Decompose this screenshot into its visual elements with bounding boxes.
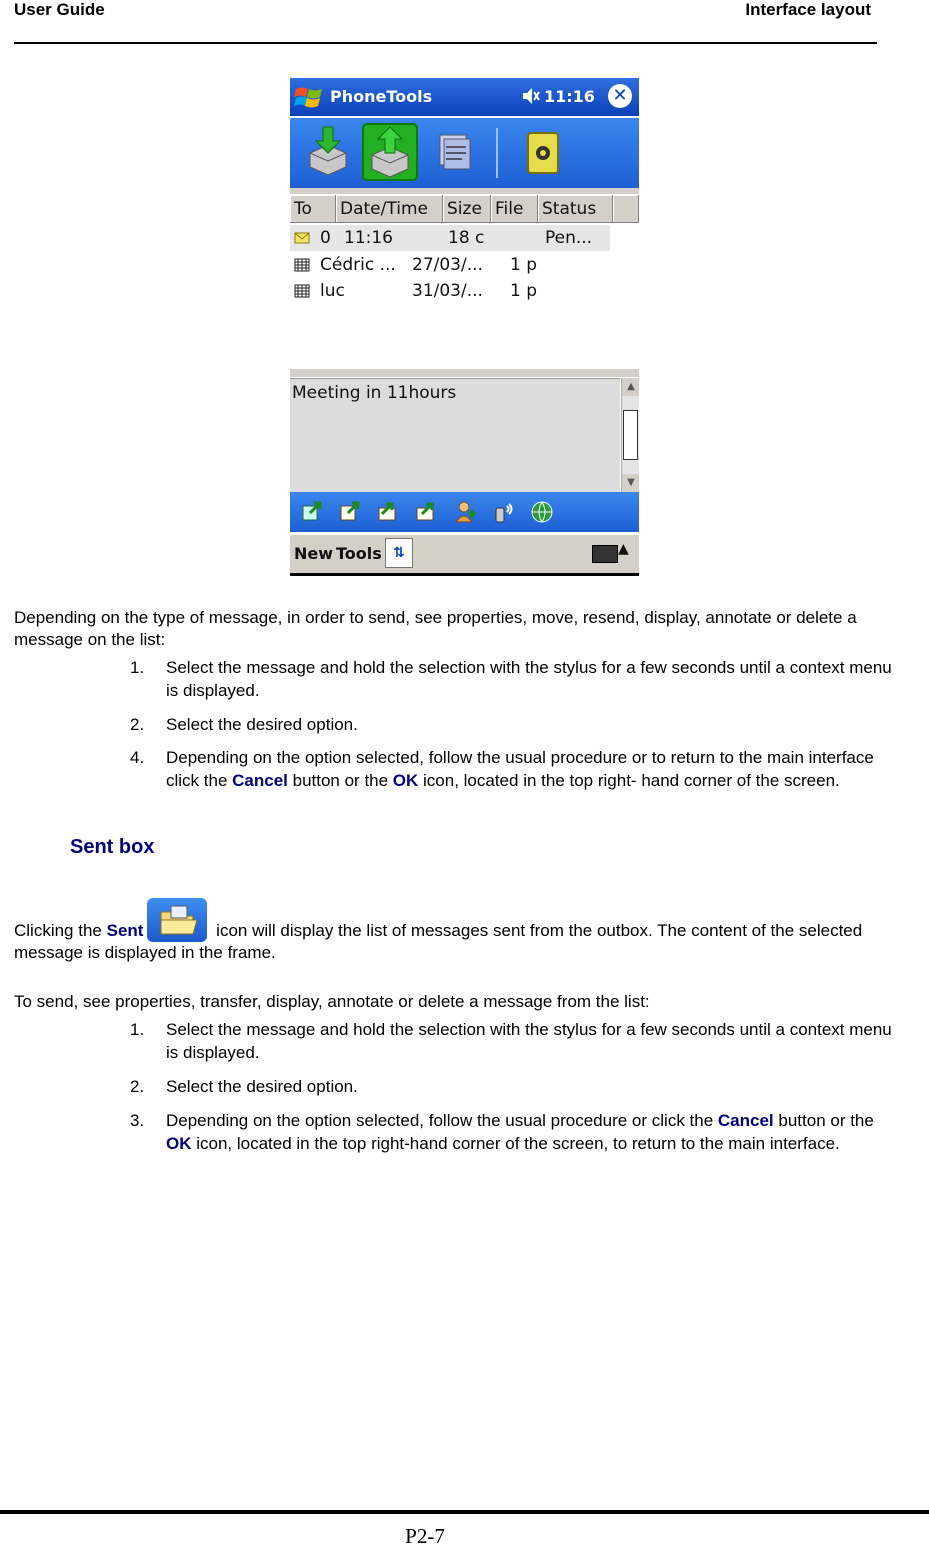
action-icon-bar (290, 492, 639, 532)
message-list (290, 224, 639, 369)
message-preview-pane[interactable] (290, 378, 620, 493)
message-row[interactable] (290, 225, 610, 251)
sent-folder-icon (147, 898, 207, 942)
pda-clock: 11:16 (544, 87, 595, 106)
step-item (130, 1018, 900, 1064)
wireless-phone-icon[interactable] (492, 500, 516, 524)
row-size: 18 c (448, 228, 485, 248)
step-text: Select the message and hold the selection with the stylus for a few seconds until a context menu is displayed. (166, 658, 892, 700)
scroll-down-icon[interactable]: ▼ (622, 474, 639, 492)
intro-paragraph: Depending on the type of message, in order to send, see properties, move, resend, display, annotate or delete a message on the list: (14, 608, 857, 649)
step-number: 2. (130, 715, 145, 734)
row-date: 31/03/... (412, 281, 483, 301)
step-text: Select the desired option. (166, 1077, 358, 1096)
reply-icon[interactable] (338, 500, 362, 524)
fax-icon (294, 258, 310, 272)
connection-icon[interactable]: ⇅ (385, 538, 413, 568)
step-number: 1. (130, 658, 145, 677)
column-header-size[interactable]: Size (443, 195, 491, 223)
step-text-part: icon, located in the top right- hand corner of the screen. (418, 771, 840, 790)
sent-text-part: Clicking the (14, 921, 107, 940)
row-to: luc (320, 281, 345, 301)
send-intro-paragraph: To send, see properties, transfer, display, annotate or delete a message from the list: (14, 992, 650, 1011)
screenshot-bottom-rule (290, 573, 639, 576)
outbox-button[interactable] (362, 123, 418, 181)
step-item (130, 746, 900, 792)
windows-start-icon[interactable] (294, 83, 324, 111)
phonetools-screenshot (290, 78, 639, 578)
header-doc-title: User Guide (14, 0, 105, 19)
row-to: 0 (320, 228, 331, 248)
column-header-filler (613, 195, 639, 223)
message-row[interactable] (290, 278, 565, 304)
pda-title-bar (290, 78, 639, 116)
step-text-part: Depending on the option selected, follow the usual procedure or to return to the main interface click the (166, 748, 874, 790)
step-text: Select the message and hold the selection with the stylus for a few seconds until a context menu is displayed. (166, 1020, 892, 1062)
header-section-title: Interface layout (745, 0, 871, 19)
archive-icon[interactable] (516, 123, 572, 181)
cancel-keyword: Cancel (232, 771, 288, 790)
scroll-up-icon[interactable]: ▲ (622, 378, 639, 396)
forward-icon[interactable] (414, 500, 438, 524)
step-text-part: icon, located in the top right-hand corner of the screen, to return to the main interface. (191, 1134, 840, 1153)
step-item (130, 713, 900, 736)
step-item (130, 656, 900, 702)
column-header-to[interactable]: To (290, 195, 336, 223)
header-rule (14, 42, 877, 44)
new-message-icon[interactable] (300, 500, 324, 524)
toolbar-separator (496, 128, 498, 178)
toolbar-bottom-strip (290, 188, 639, 194)
outbox-icon (362, 123, 418, 181)
page-number: P2-7 (405, 1524, 445, 1548)
step-item (130, 1109, 900, 1155)
step-number: 2. (130, 1077, 145, 1096)
footer-rule (0, 1510, 929, 1514)
row-status: Pen... (545, 228, 593, 248)
fax-icon (294, 284, 310, 298)
message-row[interactable] (290, 252, 565, 278)
step-text-part: button or the (287, 771, 393, 790)
row-date: 27/03/... (412, 255, 483, 275)
row-file: 1 p (510, 255, 538, 275)
row-file: 1 p (510, 281, 538, 301)
pda-menu-bar (290, 534, 639, 573)
close-icon[interactable]: ✕ (608, 84, 632, 108)
step-number: 3. (130, 1111, 145, 1130)
ok-keyword: OK (392, 771, 419, 790)
speaker-icon[interactable] (522, 86, 540, 106)
pda-toolbar (290, 118, 639, 188)
pda-app-title: PhoneTools (330, 87, 433, 106)
cancel-keyword: Cancel (717, 1111, 774, 1130)
ok-keyword: OK (166, 1134, 192, 1153)
section-heading-sent-box: Sent box (70, 836, 155, 858)
step-text-part: button or the (773, 1111, 874, 1130)
globe-icon[interactable] (530, 500, 554, 524)
step-number: 4. (130, 748, 145, 767)
step-item (130, 1075, 900, 1098)
input-menu-arrow-icon[interactable]: ▲ (618, 541, 629, 557)
preview-text: Meeting in 11hours (292, 383, 457, 403)
scroll-thumb[interactable] (623, 410, 638, 460)
column-header-file[interactable]: File (491, 195, 538, 223)
list-preview-divider[interactable] (290, 369, 639, 377)
sent-keyword: Sent (106, 921, 144, 940)
keyboard-icon[interactable] (592, 545, 618, 563)
column-header-status[interactable]: Status (538, 195, 613, 223)
step-text (130, 746, 900, 792)
step-text: Select the desired option. (166, 715, 358, 734)
sent-text-part: icon will display the list of messages sent from the outbox. The content of the selected message is displayed in the frame. (14, 921, 863, 962)
preview-scrollbar[interactable] (621, 378, 639, 492)
sent-box-icon[interactable] (426, 123, 482, 181)
column-header-date[interactable]: Date/Time (336, 195, 443, 223)
row-date: 11:16 (344, 228, 393, 248)
reply-all-icon[interactable] (376, 500, 400, 524)
menu-new[interactable]: New (294, 544, 334, 563)
step-number: 1. (130, 1020, 145, 1039)
menu-tools[interactable]: Tools (336, 544, 382, 563)
row-to: Cédric ... (320, 255, 396, 275)
sent-paragraph (14, 898, 894, 964)
add-contact-icon[interactable] (454, 500, 478, 524)
step-text (130, 1109, 900, 1155)
step-text-part: Depending on the option selected, follow the usual procedure or click the (166, 1111, 718, 1130)
inbox-icon[interactable] (300, 123, 356, 181)
envelope-icon (294, 231, 310, 245)
